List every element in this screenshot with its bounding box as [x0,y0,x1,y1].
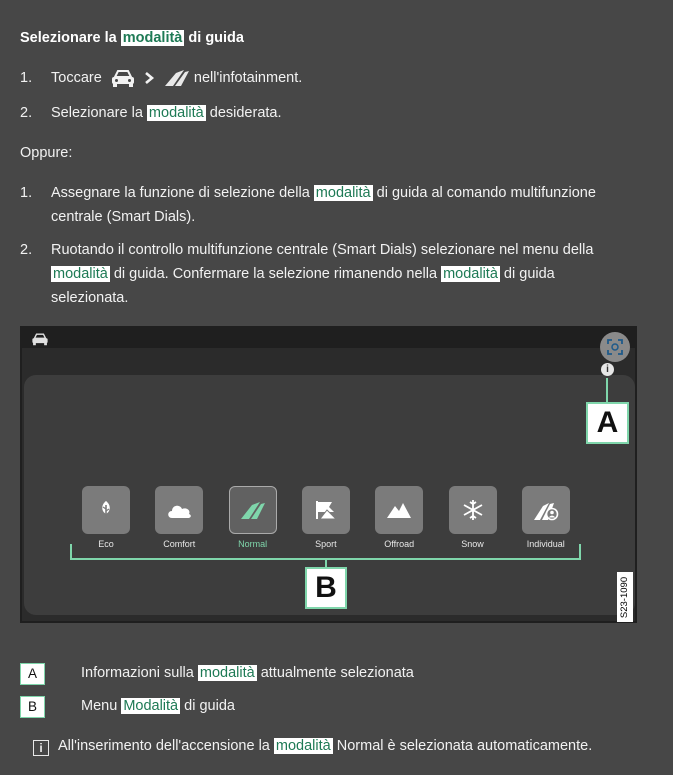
leaf-icon [96,499,116,521]
callout-a: A [586,402,629,444]
callout-b-bracket [70,544,72,558]
sport-flag-icon [314,499,338,521]
mode-label: Eco [98,539,114,549]
search-highlight: modalità [275,738,331,754]
mode-label: Offroad [384,539,415,549]
mode-normal[interactable] [229,486,277,549]
search-highlight: Modalità [123,698,179,714]
mode-snow[interactable] [449,486,497,549]
road-icon [240,500,266,520]
mode-individual[interactable] [522,486,570,549]
callout-b-bracket [579,544,581,558]
step-alt-1: 1. Assegnare la funzione di selezione della modalità di guida al comando multifunzione centrale (Smart Dials). [20,185,596,225]
search-highlight: modalità [148,105,204,121]
mode-tile[interactable] [375,486,423,534]
oppure-label: Oppure: [20,145,73,161]
search-highlight: modalità [315,185,371,201]
fullscreen-button[interactable] [600,332,630,362]
search-highlight: modalità [53,266,108,282]
mode-eco[interactable] [82,486,130,549]
mode-tile[interactable] [82,486,130,534]
mode-tile[interactable] [302,486,350,534]
mode-tile[interactable] [155,486,203,534]
car-icon [31,332,49,346]
mode-label: Sport [315,539,337,549]
mode-tile[interactable] [449,486,497,534]
step-2: 2. Selezionare la modalità desiderata. [20,105,282,121]
drive-mode-figure [20,326,637,623]
info-note: i All'inserimento dell'accensione la modalità Normal è selezionata automaticamente. [33,738,592,756]
mode-label: Individual [526,539,565,549]
search-highlight: modalità [199,665,255,681]
mode-label: Normal [238,539,268,549]
figure-code: S23-1090 [617,572,633,622]
legend-key: B [20,696,45,718]
fullscreen-icon [606,338,624,356]
mode-tile[interactable] [229,486,277,534]
car-icon [110,69,136,87]
mode-tile[interactable] [522,486,570,534]
mode-label: Comfort [163,539,196,549]
mode-sport[interactable] [302,486,350,549]
cloud-icon [166,501,192,519]
legend-key: A [20,663,45,685]
info-icon: i [33,740,49,756]
search-highlight: modalità [443,266,498,282]
mode-comfort[interactable] [155,486,203,549]
snowflake-icon [462,499,484,521]
search-highlight: modalità [122,30,183,46]
mode-offroad[interactable] [375,486,423,549]
mountain-icon [386,501,412,519]
individual-icon [533,499,559,521]
info-icon[interactable]: i [601,363,614,376]
step-alt-2: 2. Ruotando il controllo multifunzione centrale (Smart Dials) selezionare nel menu della modalità di guida. Confermare la selezione rimanendo nella modalità di guida selezionata. [20,242,594,306]
chevron-right-icon [142,71,158,85]
mode-label: Snow [461,539,484,549]
callout-a-line [606,378,608,404]
section-heading: Selezionare la modalità di guida [20,30,244,46]
road-icon [164,69,190,87]
step-1: 1. Toccare nell'infotainment. [20,70,303,86]
callout-b: B [305,567,347,609]
